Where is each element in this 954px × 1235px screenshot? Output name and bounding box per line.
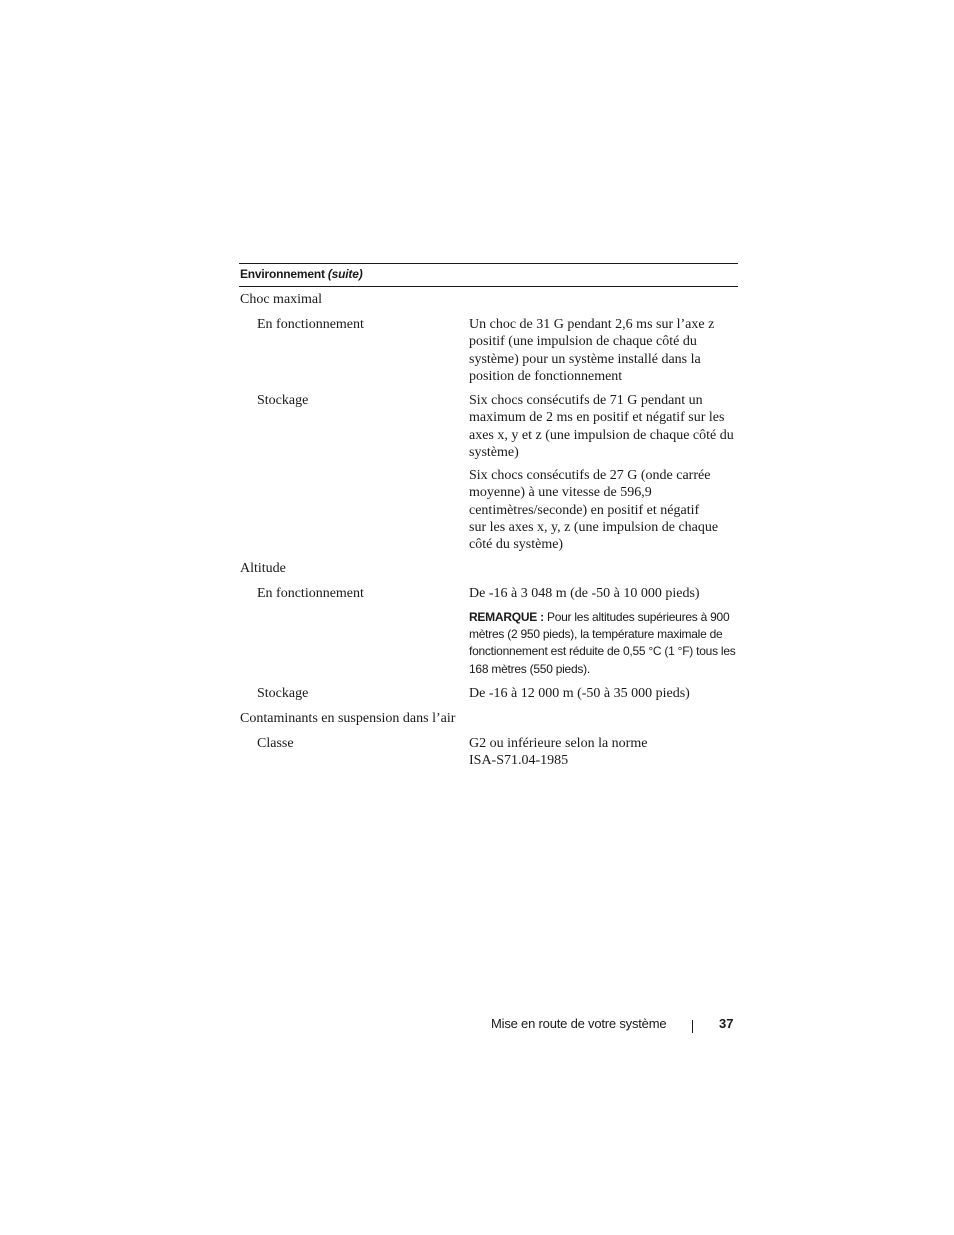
row-value-choc-storage-2: Six chocs consécutifs de 27 G (onde carrée moyenne) à une vitesse de 596,9 centimètres/seconde) en positif et négatif sur les axes x, y, z (une impulsion de chaque côté du système) bbox=[469, 468, 719, 553]
row-label-altitude-operating: En fonctionnement bbox=[257, 586, 364, 601]
row-label-choc-operating: En fonctionnement bbox=[257, 317, 364, 332]
footer-title: Mise en route de votre système bbox=[491, 1016, 667, 1031]
section-choc-maximal: Choc maximal bbox=[240, 292, 323, 307]
row-value-choc-storage-1: Six chocs consécutifs de 71 G pendant un maximum de 2 ms en positif et négatif sur les axes x, y et z (une impulsion de chaque côté du système) bbox=[469, 393, 734, 460]
row-value-altitude-operating: De -16 à 3 048 m (de -50 à 10 000 pieds) bbox=[469, 586, 700, 601]
row-value-class: G2 ou inférieure selon la norme ISA-S71.04-1985 bbox=[469, 736, 648, 769]
section-contaminants: Contaminants en suspension dans l’air bbox=[240, 711, 456, 726]
page-number: 37 bbox=[719, 1016, 734, 1031]
row-value-altitude-storage: De -16 à 12 000 m (-50 à 35 000 pieds) bbox=[469, 686, 690, 701]
altitude-note bbox=[469, 609, 737, 678]
table-title-suffix: (suite) bbox=[327, 267, 363, 281]
page-footer bbox=[0, 1015, 954, 1035]
row-label-altitude-storage: Stockage bbox=[257, 686, 309, 701]
table-title: Environnement bbox=[240, 267, 325, 281]
table-header bbox=[239, 263, 738, 287]
row-label-choc-storage: Stockage bbox=[257, 393, 309, 408]
footer-separator bbox=[692, 1020, 693, 1033]
note-text: Pour les altitudes supérieures à 900 mètres (2 950 pieds), la température maximale de fonctionnement est réduite de 0,55 °C (1 °F) tous les 168 mètres (550 pieds). bbox=[469, 610, 736, 676]
row-label-class: Classe bbox=[257, 736, 294, 751]
environment-table bbox=[239, 263, 738, 769]
note-label: REMARQUE : bbox=[469, 610, 544, 624]
row-value-choc-operating: Un choc de 31 G pendant 2,6 ms sur l’axe z positif (une impulsion de chaque côté du système) pour un système installé dans la position de fonctionnement bbox=[469, 317, 715, 384]
section-altitude: Altitude bbox=[240, 561, 286, 576]
